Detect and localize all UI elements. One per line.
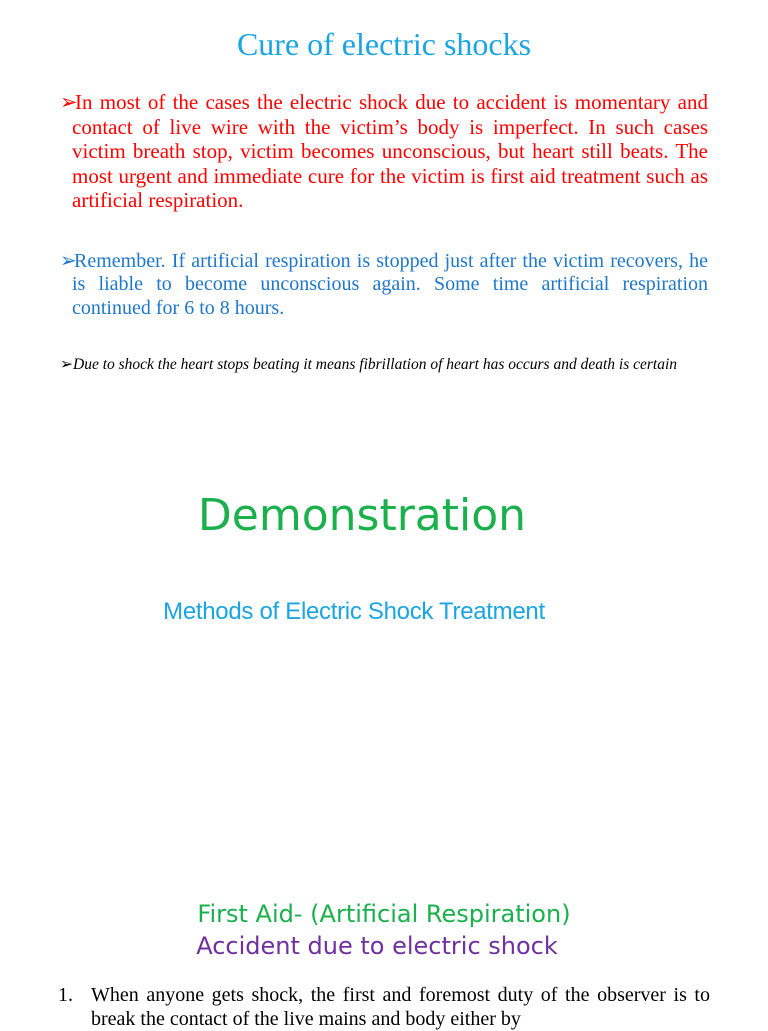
bullet-text-1: In most of the cases the electric shock due to accident is momentary and contact of live wire with the victim’s body is imperfect. In such cases victim breath stop, victim becomes unconscious, but heart still beats. The most urgent and immediate cure for the victim is first aid treatment such as artificial respiration. — [72, 90, 708, 213]
arrow-bullet-icon: ➢ — [60, 356, 73, 373]
first-aid-heading: First Aid- (Artificial Respiration) — [197, 900, 571, 928]
bullet-paragraph-1 — [60, 90, 708, 213]
bullet-paragraph-3 — [60, 356, 708, 375]
arrow-bullet-icon: ➢ — [60, 250, 77, 272]
page-title: Cure of electric shocks — [236, 26, 532, 62]
arrow-bullet-icon: ➢ — [60, 90, 78, 114]
methods-heading: Methods of Electric Shock Treatment — [163, 598, 545, 625]
accident-heading: Accident due to electric shock — [196, 932, 558, 960]
bullet-text-3: Due to shock the heart stops beating it means fibrillation of heart has occurs and death is certain — [73, 356, 678, 373]
bullet-paragraph-2 — [60, 250, 708, 320]
bullet-text-2: Remember. If artificial respiration is stopped just after the victim recovers, he is liable to become unconscious again. Some time artificial respiration continued for 6 to 8 hours. — [72, 250, 708, 319]
list-item-text: When anyone gets shock, the first and foremost duty of the observer is to break the contact of the live mains and body either by — [91, 984, 710, 1030]
demonstration-heading: Demonstration — [197, 490, 527, 541]
list-number: 1. — [58, 984, 73, 1006]
